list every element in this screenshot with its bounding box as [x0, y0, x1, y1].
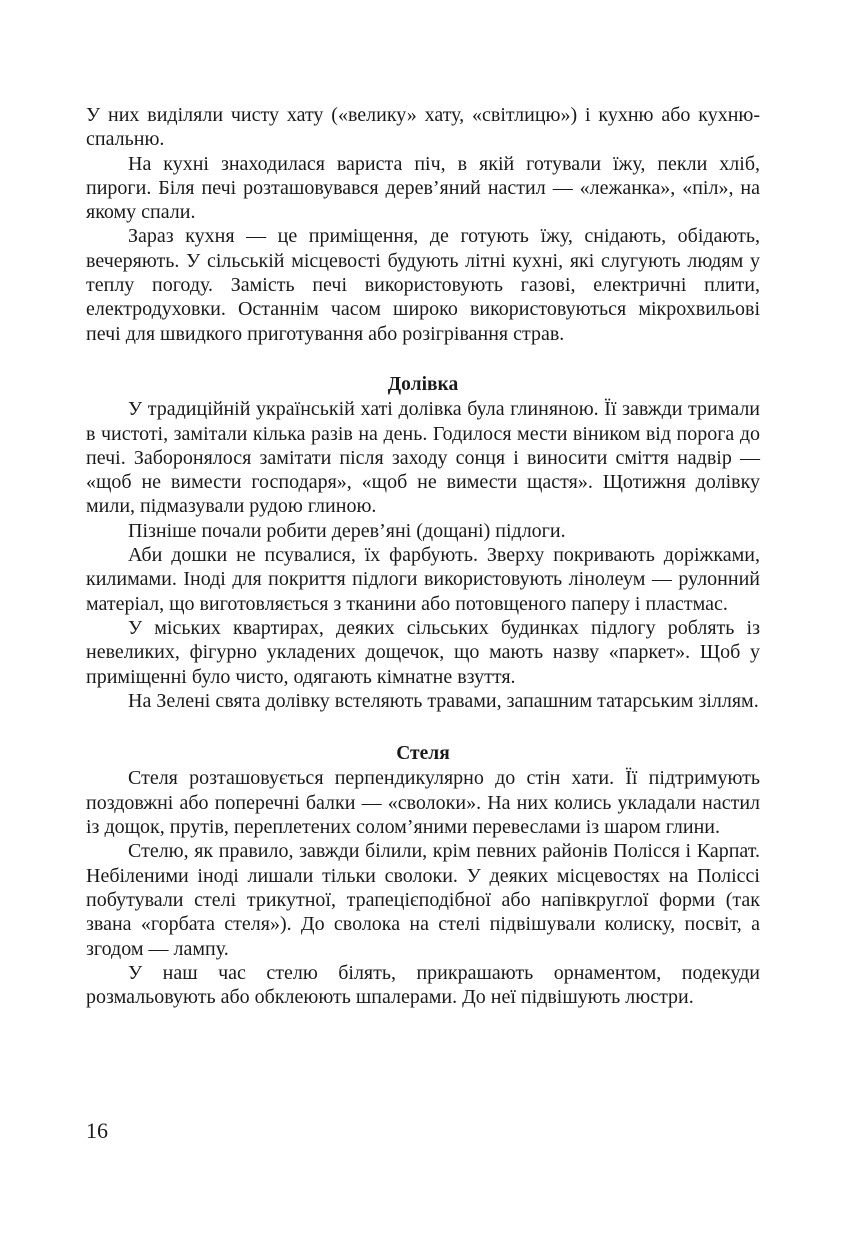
paragraph: У традиційній українській хаті долівка була глиняною. Її завжди тримали в чистоті, замітали кілька разів на день. Годилося мести віником від порога до печі. Заборонялося замітати після заходу сонця і виносити сміття надвір — «щоб не вимести господаря», «щоб не вимести щастя». Щотижня долівку мили, підмазували рудою глиною.: [86, 398, 760, 518]
paragraph: У міських квартирах, деяких сільських будинках підлогу роблять із невеликих, фігурно укладених дощечок, що мають назву «паркет». Щоб у приміщенні було чисто, одягають кімнатне взуття.: [86, 616, 760, 688]
page-body: [86, 103, 760, 1009]
paragraph: На Зелені свята долівку встеляють травами, запашним татарським зіллям.: [128, 689, 759, 712]
paragraph: Стеля розташовується перпендикулярно до стін хати. Її підтримують поздовжні або поперечні балки — «сволоки». На них колись укладали настил із дощок, прутів, переплетених солом’яними перевеслами із шаром глини.: [86, 767, 760, 839]
section-heading-dolivka: Долівка: [387, 373, 459, 395]
paragraph: Пізніше почали робити дерев’яні (дощані) підлоги.: [128, 519, 566, 542]
paragraph: Стелю, як правило, завжди білили, крім певних районів Полісся і Карпат. Небіленими іноді лишали тільки сволоки. У деяких місцевостях на Поліссі побутували стелі трикутної, трапецієподібної або напівкруглої форми (так звана «горбата стеля»). До сволока на стелі підвішували колиску, посвіт, а згодом — лампу.: [86, 840, 760, 960]
paragraph: На кухні знаходилася вариста піч, в якій готували їжу, пекли хліб, пироги. Біля печі розташовувався дерев’яний настил — «лежанка», «піл», на якому спали.: [86, 152, 760, 224]
paragraph: У наш час стелю білять, прикрашають орнаментом, подекуди розмальовують або обклеюють шпалерами. До неї підвішують люстри.: [86, 961, 760, 1009]
page-number: 16: [86, 1118, 108, 1143]
paragraph: Зараз кухня — це приміщення, де готують їжу, снідають, обідають, вечеряють. У сільській місцевості будують літні кухні, які слугують людям у теплу погоду. Замість печі використовують газові, електричні плити, електродуховки. Останнім часом широко використовуються мікрохвильові печі для швидкого приготування або розігрівання страв.: [86, 225, 760, 345]
section-heading-stelia: Стеля: [396, 743, 450, 765]
paragraph: У них виділяли чисту хату («велику» хату, «світлицю») і кухню або кухню-спальню.: [86, 104, 760, 151]
paragraph: Аби дошки не псувалися, їх фарбують. Зверху покривають доріжками, килимами. Іноді для покриття підлоги використовують лінолеум — рулонний матеріал, що виготовляється з тканини або потовщеного паперу і пластмас.: [86, 544, 760, 615]
